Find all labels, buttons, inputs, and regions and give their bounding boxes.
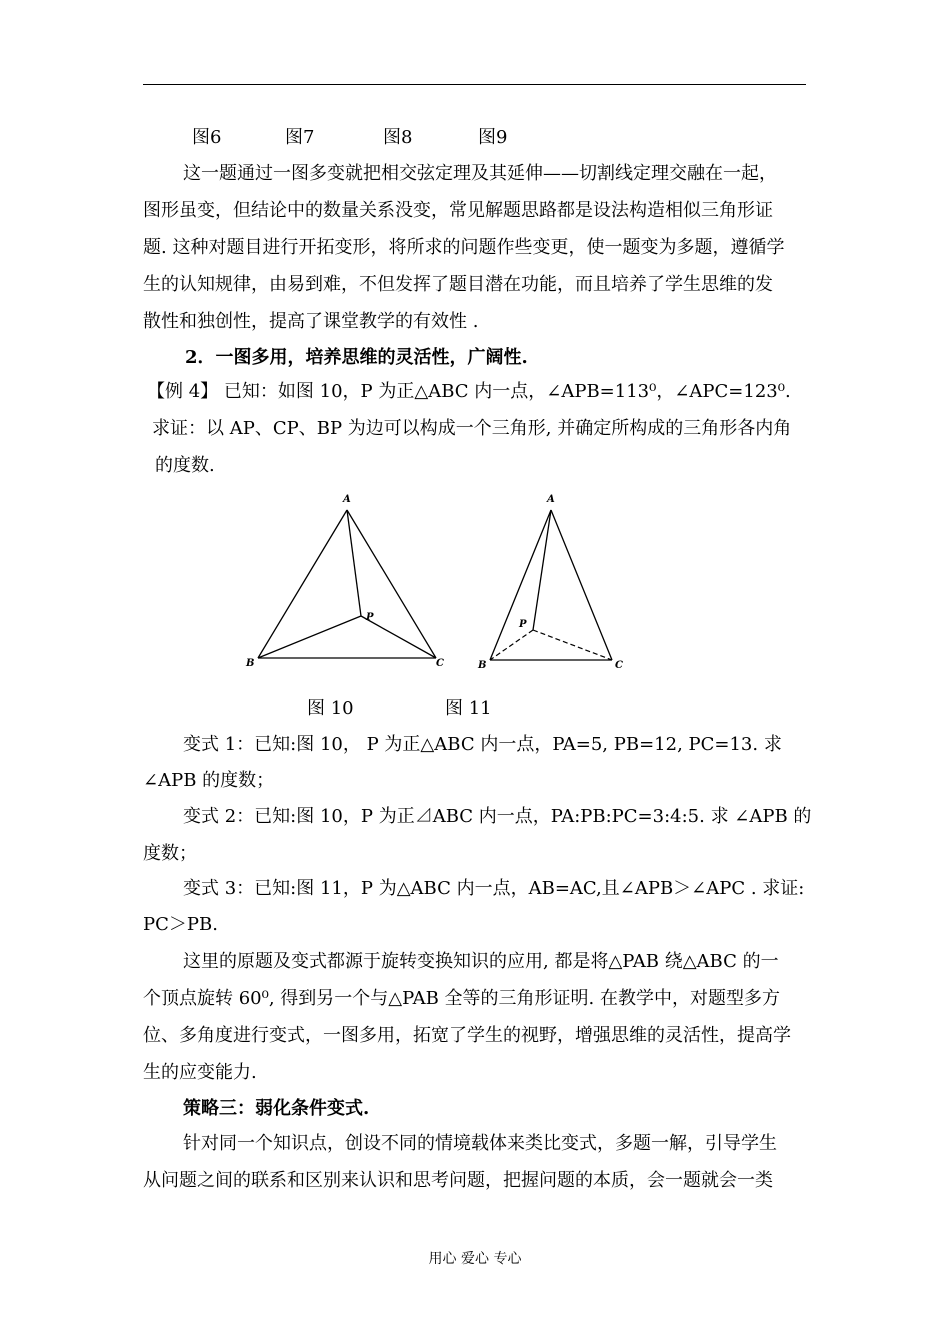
page-footer: 用心 爱心 专心 — [428, 1251, 522, 1267]
para2-line: 位、多角度进行变式，一图多用，拓宽了学生的视野，增强思维的灵活性，提高学 — [143, 1025, 791, 1046]
variant3-line: PC＞PB. — [143, 914, 218, 935]
segment-pa — [347, 510, 361, 616]
segment-ac — [347, 510, 436, 658]
strategy-heading: 策略三：弱化条件变式. — [183, 1098, 370, 1119]
caption-fig7: 图7 — [285, 127, 315, 148]
caption-fig10: 图 10 — [307, 698, 354, 719]
vertex-label-b: B — [478, 660, 487, 671]
vertex-label-p: P — [366, 612, 374, 623]
para1-line: 这一题通过一图多变就把相交弦定理及其延伸——切割线定理交融在一起， — [183, 163, 777, 184]
para2-line: 生的应变能力. — [143, 1062, 257, 1083]
segment-ab — [258, 510, 347, 658]
vertex-label-a: A — [343, 494, 351, 505]
segment-pb — [258, 616, 361, 658]
segment-pa — [533, 510, 551, 630]
caption-fig8: 图8 — [383, 127, 413, 148]
segment-ab — [490, 510, 551, 660]
variant3-line: 变式 3：已知:图 11，P 为△ABC 内一点，AB=AC,且∠APB＞∠APC . 求证: — [183, 878, 805, 899]
para1-line: 生的认知规律，由易到难，不但发挥了题目潜在功能，而且培养了学生思维的发 — [143, 274, 773, 295]
vertex-label-p: P — [519, 619, 527, 630]
para1-line: 图形虽变，但结论中的数量关系没变，常见解题思路都是设法构造相似三角形证 — [143, 200, 773, 221]
vertex-label-c: C — [436, 658, 444, 669]
caption-fig11: 图 11 — [445, 698, 492, 719]
variant1-line: ∠APB 的度数； — [143, 770, 275, 791]
header-rule — [143, 84, 806, 85]
para3-line: 从问题之间的联系和区别来认识和思考问题，把握问题的本质，会一题就会一类 — [143, 1170, 773, 1191]
example4-line: 的度数. — [155, 455, 215, 476]
para3-line: 针对同一个知识点，创设不同的情境载体来类比变式，多题一解，引导学生 — [183, 1133, 777, 1154]
para2-line: 这里的原题及变式都源于旋转变换知识的应用, 都是将△PAB 绕△ABC 的一 — [183, 951, 779, 972]
segment-pc — [533, 630, 612, 660]
section-heading: 2．一图多用，培养思维的灵活性，广阔性. — [185, 347, 528, 368]
variant1-line: 变式 1：已知:图 10， P 为正△ABC 内一点，PA=5, PB=12, PC=13. 求 — [183, 734, 782, 755]
vertex-label-b: B — [246, 658, 255, 669]
variant2-line: 变式 2：已知:图 10，P 为正⊿ABC 内一点，PA:PB:PC=3:4:5. 求 ∠APB 的 — [183, 806, 812, 827]
vertex-label-a: A — [547, 494, 555, 505]
para2-line: 个顶点旋转 60⁰, 得到另一个与△PAB 全等的三角形证明. 在教学中，对题型多方 — [143, 988, 780, 1009]
caption-fig9: 图9 — [478, 127, 508, 148]
para1-line: 题. 这种对题目进行开拓变形，将所求的问题作些变更，使一题变为多题，遵循学 — [143, 237, 785, 258]
variant2-line: 度数； — [143, 843, 197, 864]
caption-fig6: 图6 — [192, 127, 222, 148]
figure-10-diagram — [240, 490, 460, 675]
example4-line: 求证：以 AP、CP、BP 为边可以构成一个三角形, 并确定所构成的三角形各内角 — [152, 418, 792, 439]
para1-line: 散性和独创性，提高了课堂教学的有效性 . — [143, 311, 479, 332]
example4-line: 【例 4】 已知：如图 10，P 为正△ABC 内一点，∠APB=113⁰，∠APC=123⁰. — [147, 381, 791, 402]
figure-11-diagram — [470, 490, 640, 675]
vertex-label-c: C — [615, 660, 623, 671]
segment-ac — [551, 510, 612, 660]
